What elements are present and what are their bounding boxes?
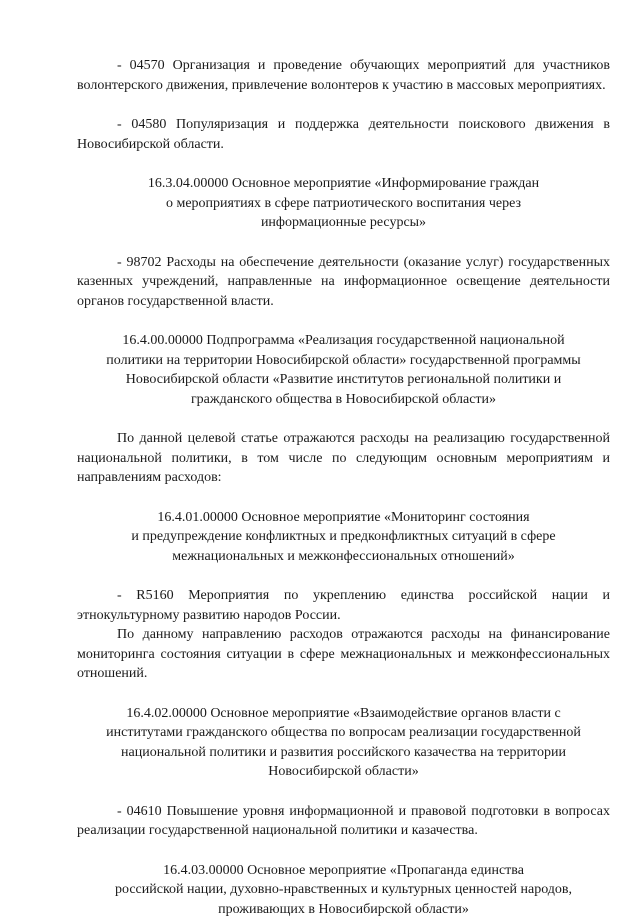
heading-line: информационные ресурсы»: [77, 213, 610, 233]
paragraph-04570: - 04570 Организация и проведение обучающих мероприятий для участников волонтерского движения, привлечение волонтеров к участию в массовых мероприятиях.: [77, 56, 610, 95]
heading-16-4-01: [77, 508, 610, 567]
paragraph-04610: - 04610 Повышение уровня информационной и правовой подготовки в вопросах реализации государственной национальной политики и казачества.: [77, 802, 610, 841]
heading-line: гражданского общества в Новосибирской области»: [77, 390, 610, 410]
heading-line: и предупреждение конфликтных и предконфликтных ситуаций в сфере: [77, 527, 610, 547]
heading-line: 16.3.04.00000 Основное мероприятие «Информирование граждан: [77, 174, 610, 194]
heading-line: Новосибирской области «Развитие институтов региональной политики и: [77, 370, 610, 390]
heading-line: межнациональных и межконфессиональных отношений»: [77, 547, 610, 567]
heading-line: 16.4.01.00000 Основное мероприятие «Мониторинг состояния: [77, 508, 610, 528]
paragraph-r5160: - R5160 Мероприятия по укреплению единства российской нации и этнокультурному развитию народов России.: [77, 586, 610, 625]
heading-line: российской нации, духовно-нравственных и культурных ценностей народов,: [77, 880, 610, 900]
heading-16-3-04: [77, 174, 610, 233]
paragraph-98702: - 98702 Расходы на обеспечение деятельности (оказание услуг) государственных казенных учреждений, направленные на информационное освещение деятельности органов государственной власти.: [77, 253, 610, 312]
heading-16-4-00: [77, 331, 610, 409]
heading-line: проживающих в Новосибирской области»: [77, 900, 610, 919]
heading-16-4-03: [77, 861, 610, 919]
heading-16-4-02: [77, 704, 610, 782]
heading-line: национальной политики и развития российского казачества на территории: [77, 743, 610, 763]
paragraph-monitoring: По данному направлению расходов отражаются расходы на финансирование мониторинга состояния ситуации в сфере межнациональных и межконфессиональных отношений.: [77, 625, 610, 684]
heading-line: о мероприятиях в сфере патриотического воспитания через: [77, 194, 610, 214]
heading-line: политики на территории Новосибирской области» государственной программы: [77, 351, 610, 371]
heading-line: 16.4.02.00000 Основное мероприятие «Взаимодействие органов власти с: [77, 704, 610, 724]
heading-line: 16.4.03.00000 Основное мероприятие «Пропаганда единства: [77, 861, 610, 881]
heading-line: институтами гражданского общества по вопросам реализации государственной: [77, 723, 610, 743]
heading-line: 16.4.00.00000 Подпрограмма «Реализация государственной национальной: [77, 331, 610, 351]
paragraph-target-article: По данной целевой статье отражаются расходы на реализацию государственной национальной политики, в том числе по следующим основным мероприятиям и направлениям расходов:: [77, 429, 610, 488]
heading-line: Новосибирской области»: [77, 762, 610, 782]
paragraph-04580: - 04580 Популяризация и поддержка деятельности поискового движения в Новосибирской области.: [77, 115, 610, 154]
